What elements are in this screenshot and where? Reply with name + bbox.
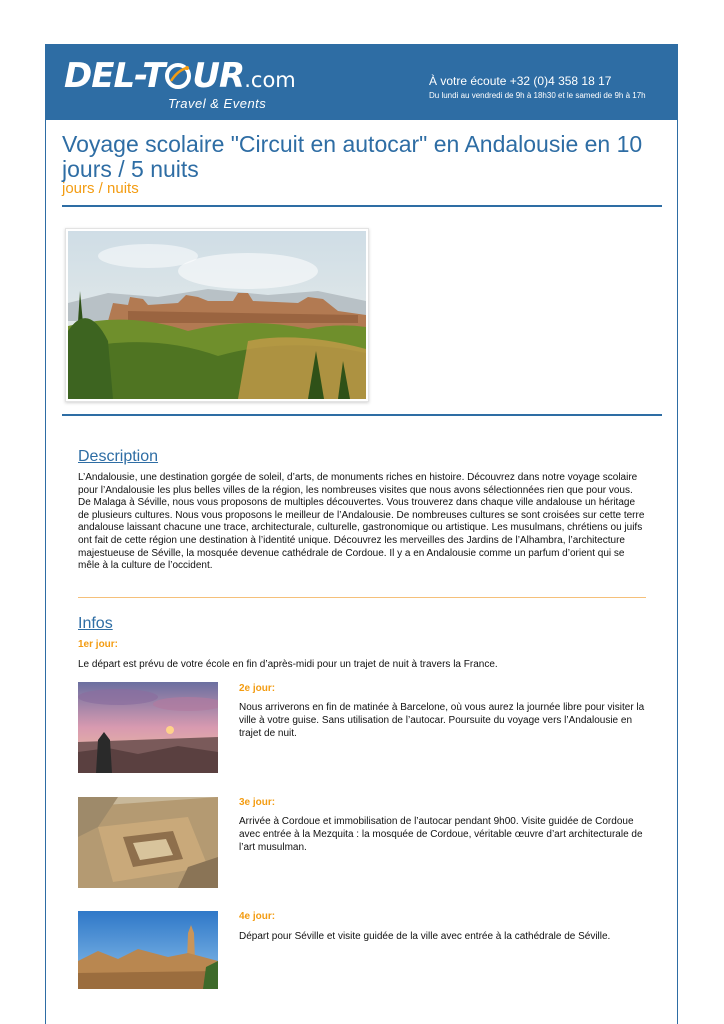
section-divider — [78, 597, 646, 598]
contact-hours: Du lundi au vendredi de 9h à 18h30 et le samedi de 9h à 17h — [429, 91, 646, 100]
logo-domain: .com — [244, 68, 296, 92]
description-text: L’Andalousie, une destination gorgée de soleil, d’arts, de monuments riches en histoire. Découvrez dans notre voyage scolaire pour l’Andalousie les plus belles villes de la région, les nombreuses visites que nous avons sélectionnées rien que pour vous. De Malaga à Séville, nous vous proposons de multiples découvertes. Vous trouverez dans chaque ville andalouse un héritage de plusieurs cultures. Nous vous proposons le meilleur de l’Andalousie. De nombreuses cultures se sont croisées sur cette terre andalouse laissant chacune une trace, architecturale, culturelle, gastronomique ou artistique. Les musulmans, chrétiens ou juifs ont fait de cette région une destination à l’identité unique. Découvrez les merveilles des Jardins de l’Alhambra, l’architecture majestueuse de Séville, la mosquée devenue cathédrale de Cordoue. Il y a en Andalousie comme un parfum d’orient qui se mêle à la culture de l’occident. — [78, 472, 645, 572]
del-tour-logo[interactable] — [64, 56, 296, 111]
day-2-label: 2e jour: — [239, 683, 276, 694]
alhambra-illustration — [68, 231, 366, 399]
globe-icon — [164, 62, 192, 90]
title-divider — [62, 205, 662, 207]
contact-phone: À votre écoute +32 (0)4 358 18 17 — [429, 74, 612, 88]
page-subtitle: jours / nuits — [62, 180, 139, 197]
infos-heading: Infos — [78, 615, 113, 632]
logo-tagline: Travel & Events — [168, 96, 267, 111]
day-3-label: 3e jour: — [239, 797, 276, 808]
hero-divider — [62, 414, 662, 416]
day-4-text: Départ pour Séville et visite guidée de la ville avec entrée à la cathédrale de Séville. — [239, 931, 611, 942]
day-2-text: Nous arriverons en fin de matinée à Barcelone, où vous aurez la journée libre pour visiter la ville à votre guise. Sans utilisation de l’autocar. Poursuite du voyage vers l’Andalousie en trajet de nuit. — [239, 702, 645, 739]
seville-cathedral-photo — [78, 911, 218, 989]
day-3-text: Arrivée à Cordoue et immobilisation de l’autocar pendant 9h00. Visite guidée de Cordoue avec entrée à la Mezquita : la mosquée de Cordoue, véritable œuvre d’art architecturale de l’art musulman. — [239, 816, 643, 853]
description-heading: Description — [78, 448, 159, 465]
day-4-label: 4e jour: — [239, 911, 276, 922]
logo-text-right: UR — [192, 56, 245, 96]
barcelona-photo — [78, 682, 218, 773]
header-banner — [45, 44, 678, 120]
day-1-text: Le départ est prévu de votre école en fin d’après-midi pour un trajet de nuit à travers la France. — [78, 659, 498, 670]
contact-info — [429, 74, 646, 100]
cordoba-mezquita-photo — [78, 797, 218, 888]
page-title: Voyage scolaire "Circuit en autocar" en Andalousie en 10 jours / 5 nuits — [62, 131, 643, 182]
hero-photo-alhambra — [65, 228, 369, 402]
day-1-label: 1er jour: — [78, 639, 119, 650]
logo-text-left: DEL-T — [64, 56, 165, 96]
